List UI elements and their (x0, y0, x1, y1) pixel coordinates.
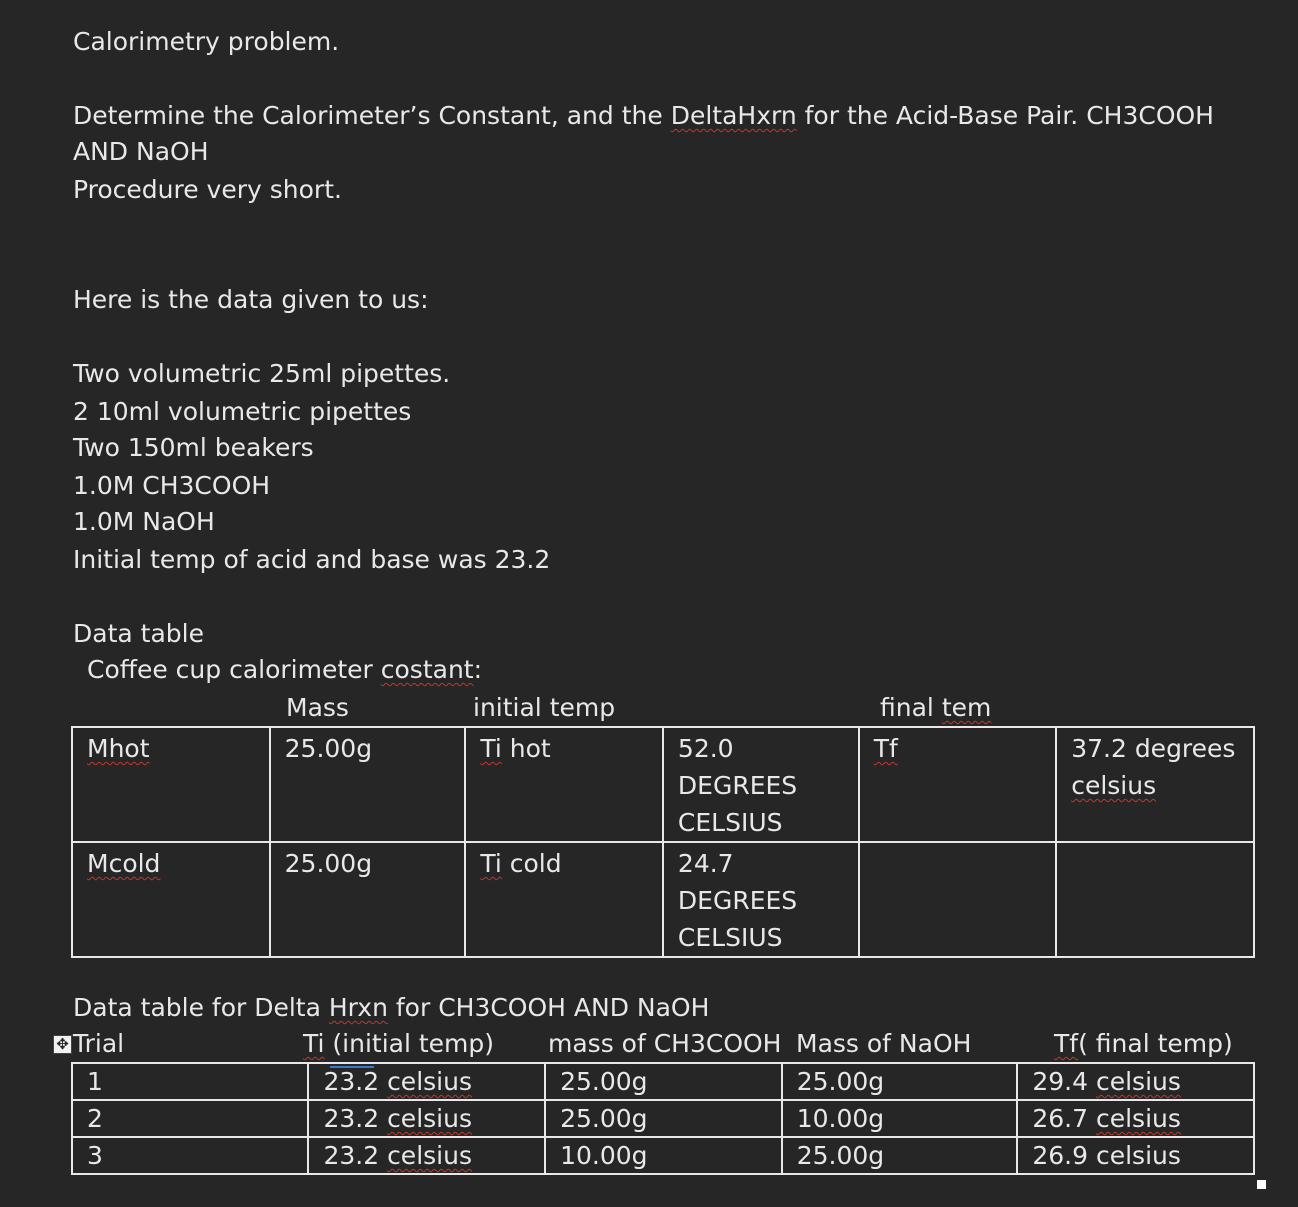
base-mass: 25.00g (796, 1067, 885, 1096)
table-cell[interactable] (72, 1100, 308, 1137)
col-header-tf-label: Tf (1054, 1029, 1079, 1058)
col-header-tf (1054, 1029, 1233, 1059)
material-item: Two 150ml beakers (73, 433, 314, 462)
misspelled-word[interactable]: tem (941, 693, 992, 722)
trial-number: 2 (87, 1104, 103, 1133)
temp-line: 52.0 (677, 734, 734, 763)
tf-value: 29.4 (1032, 1067, 1096, 1096)
misspelled-word[interactable]: costant (380, 655, 474, 684)
temp-line: DEGREES (677, 771, 798, 800)
table-cell[interactable] (545, 1137, 782, 1174)
table-cell[interactable] (663, 842, 859, 957)
calorimeter-heading-colon: : (473, 655, 483, 684)
material-item: 1.0M CH3COOH (73, 471, 271, 500)
tf-unit: celsius (1095, 1067, 1181, 1096)
table-cell[interactable] (859, 842, 1056, 957)
table-cell[interactable] (1017, 1100, 1254, 1137)
table-cell[interactable] (72, 1137, 308, 1174)
table-cell[interactable] (782, 1063, 1018, 1100)
col-header-final-part1: final (880, 693, 942, 722)
acid-mass: 10.00g (560, 1141, 648, 1170)
row-label-mcold: Mcold (87, 849, 161, 878)
problem-statement-line2: AND NaOH (73, 137, 209, 166)
doc-title: Calorimetry problem. (73, 27, 340, 56)
table-cell[interactable] (308, 1100, 545, 1137)
table-cell[interactable] (72, 1063, 308, 1100)
ti-label: Ti (480, 849, 502, 878)
tf-value: 26.7 (1032, 1104, 1096, 1133)
base-mass: 25.00g (796, 1141, 885, 1170)
material-item: Two volumetric 25ml pipettes. (73, 359, 451, 388)
acid-mass: 25.00g (560, 1104, 648, 1133)
ti-unit: celsius (387, 1104, 472, 1133)
calorimeter-heading (87, 655, 482, 685)
col-header-ti-label: Ti (303, 1029, 325, 1058)
table-row (72, 727, 1254, 842)
tf-label: Tf (873, 734, 898, 763)
hrxn-heading (73, 993, 709, 1023)
data-intro: Here is the data given to us: (73, 285, 429, 314)
table-cell[interactable] (72, 842, 270, 957)
table-cell[interactable] (663, 727, 859, 842)
col-header-mass-base: Mass of NaOH (796, 1029, 972, 1058)
hrxn-heading-part1: Data table for Delta (73, 993, 329, 1022)
ti-label-suffix: hot (501, 734, 551, 763)
problem-statement-part2: for the Acid-Base Pair. CH3COOH (796, 101, 1214, 130)
mass-value: 25.00g (284, 849, 373, 878)
table-row (72, 842, 1254, 957)
ti-label-suffix: cold (501, 849, 562, 878)
table-cell[interactable] (72, 727, 270, 842)
ti-label: Ti (480, 734, 502, 763)
ti-value: 23.2 (323, 1141, 388, 1170)
ti-value: 23.2 (323, 1104, 388, 1133)
table-cell[interactable] (308, 1137, 545, 1174)
table-move-handle-icon[interactable]: ✥ (53, 1035, 72, 1054)
table-cell[interactable] (1056, 842, 1254, 957)
table-cell[interactable] (465, 727, 663, 842)
procedure-note: Procedure very short. (73, 175, 342, 204)
table-cell[interactable] (1056, 727, 1254, 842)
col-header-mass: Mass (286, 693, 349, 722)
problem-statement-part1: Determine the Calorimeter’s Constant, and the (73, 101, 671, 130)
material-item: 1.0M NaOH (73, 507, 215, 536)
final-temp-value (1057, 843, 1253, 845)
col-header-tf-suffix: ( final temp) (1078, 1029, 1233, 1058)
hrxn-table (71, 1062, 1255, 1175)
tf-label (860, 843, 1055, 845)
col-header-initial-temp: initial temp (473, 693, 616, 722)
hrxn-heading-part2: for CH3COOH AND NaOH (387, 993, 710, 1022)
trial-number: 3 (87, 1141, 103, 1170)
temp-line: DEGREES (677, 886, 798, 915)
col-header-ti-suffix: (initial temp) (324, 1029, 495, 1058)
table-cell[interactable] (308, 1063, 545, 1100)
table-cell[interactable] (859, 727, 1056, 842)
col-header-trial: Trial (73, 1029, 125, 1058)
problem-statement (73, 101, 1214, 131)
table-cell[interactable] (270, 727, 466, 842)
ti-value: 23.2 (323, 1067, 388, 1096)
data-table-label: Data table (73, 619, 204, 648)
material-item: Initial temp of acid and base was 23.2 (73, 545, 551, 574)
table-cell[interactable] (545, 1100, 782, 1137)
calorimeter-heading-part1: Coffee cup calorimeter (87, 655, 381, 684)
table-cell[interactable] (465, 842, 663, 957)
table-cell[interactable] (782, 1100, 1018, 1137)
table-cell[interactable] (782, 1137, 1018, 1174)
tf-unit: celsius (1095, 1104, 1181, 1133)
table-cell[interactable] (270, 842, 466, 957)
misspelled-word[interactable]: DeltaHxrn (670, 101, 797, 130)
table-row (72, 1063, 1254, 1100)
table-row (72, 1137, 1254, 1174)
temp-line: CELSIUS (677, 923, 783, 952)
final-temp-value: 37.2 degrees (1071, 734, 1236, 763)
ti-unit: celsius (387, 1141, 472, 1170)
table-row (72, 1100, 1254, 1137)
table-cell[interactable] (1017, 1137, 1254, 1174)
trial-number: 1 (87, 1067, 103, 1096)
calorimeter-table (71, 726, 1255, 958)
col-header-ti (303, 1029, 494, 1059)
material-item: 2 10ml volumetric pipettes (73, 397, 412, 426)
tf-value: 26.9 (1032, 1141, 1096, 1170)
acid-mass: 25.00g (560, 1067, 648, 1096)
tf-unit: celsius (1095, 1141, 1181, 1170)
table-cell[interactable] (545, 1063, 782, 1100)
temp-line: 24.7 (677, 849, 734, 878)
final-temp-unit: celsius (1071, 771, 1157, 800)
misspelled-word[interactable]: Hrxn (328, 993, 388, 1022)
ti-unit: celsius (387, 1067, 472, 1096)
base-mass: 10.00g (796, 1104, 885, 1133)
col-header-mass-acid: mass of CH3COOH (548, 1029, 782, 1058)
table-cell[interactable] (1017, 1063, 1254, 1100)
temp-line: CELSIUS (677, 808, 783, 837)
table-resize-handle-icon[interactable] (1257, 1180, 1266, 1189)
mass-value: 25.00g (284, 734, 373, 763)
row-label-mhot: Mhot (87, 734, 150, 763)
col-header-final-temp (880, 693, 991, 723)
